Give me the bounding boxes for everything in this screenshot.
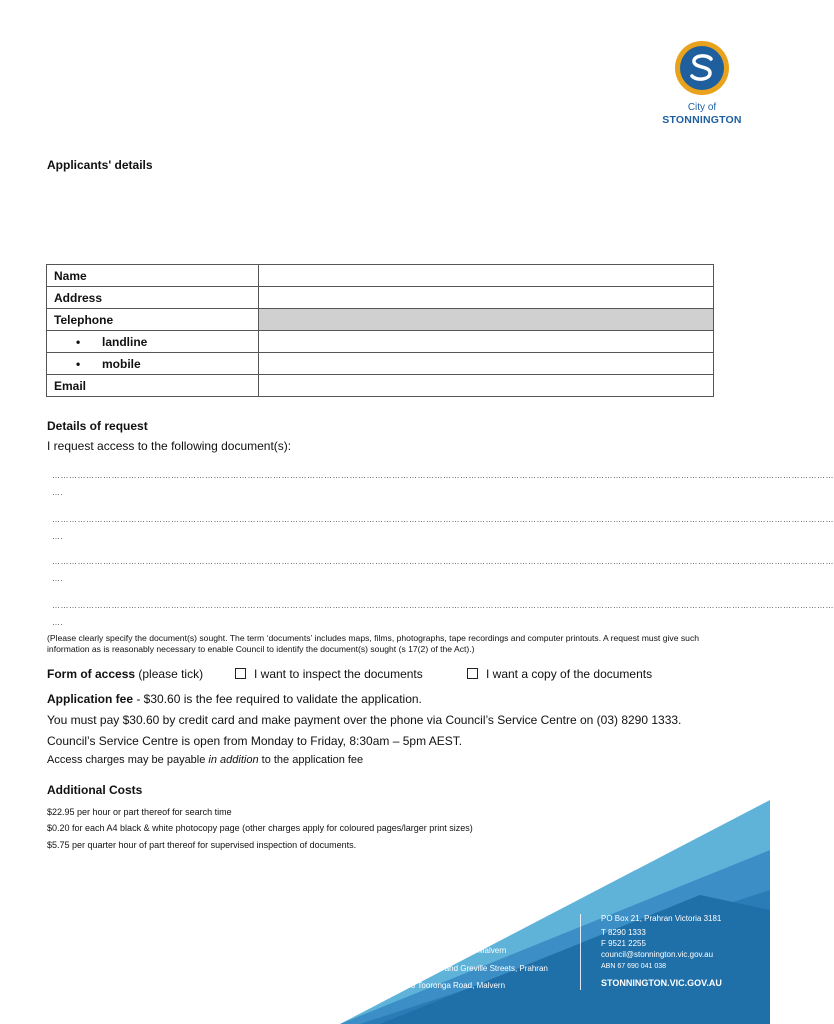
request-intro: I request access to the following document(s): <box>47 439 292 453</box>
inspect-label: I want to inspect the documents <box>254 667 423 681</box>
table-row <box>47 287 714 309</box>
table-row <box>47 309 714 331</box>
footer-contact: PO Box 21, Prahran Victoria 3181 <box>601 914 722 923</box>
footer-divider <box>580 914 581 990</box>
hours-text: Council’s Service Centre is open from Monday to Friday, 8:30am – 5pm AEST. <box>47 734 463 748</box>
document-line-2-tail: …. <box>52 532 64 541</box>
city-logo <box>656 40 748 127</box>
telephone-shaded-cell <box>259 309 714 331</box>
document-line-2[interactable]: …………………………………………………………………………………………………………………………………………………………………………………………………………………………………………………… <box>52 515 834 524</box>
document-line-4-tail: …. <box>52 618 64 627</box>
table-row <box>47 375 714 397</box>
form-access-label: Form of access <box>47 667 136 681</box>
address-label: Address <box>47 287 259 309</box>
request-note: (Please clearly specify the document(s) sought. The term ‘documents’ includes maps, films, photographs, tape recordings and computer printouts. A request must give such information as is reasonably necessary to enable Council to identify the document(s) sought (s 17(2) of the Act).) <box>47 633 700 654</box>
document-line-1[interactable]: …………………………………………………………………………………………………………………………………………………………………………………………………………………………………………………… <box>52 471 834 480</box>
copy-label: I want a copy of the documents <box>486 667 653 681</box>
applicants-table <box>46 264 714 397</box>
access-charges <box>47 754 363 766</box>
document-line-3-tail: …. <box>52 574 64 583</box>
mobile-field[interactable] <box>259 353 714 375</box>
footer-address: 293 Tooronga Road, Malvern <box>402 981 506 990</box>
table-row <box>47 353 714 375</box>
telephone-label: Telephone <box>47 309 259 331</box>
stonnington-s-icon <box>674 40 730 96</box>
fee-label: Application fee <box>47 692 134 706</box>
payment-text: You must pay $30.60 by credit card and make payment over the phone via Council’s Service Centre on (03) 8290 1333. <box>47 713 682 727</box>
address-field[interactable] <box>259 287 714 309</box>
charges-em: in addition <box>208 754 259 766</box>
email-label: Email <box>47 375 259 397</box>
email-field[interactable] <box>259 375 714 397</box>
document-line-3[interactable]: …………………………………………………………………………………………………………………………………………………………………………………………………………………………………………………… <box>52 557 834 566</box>
footer-title: Service Centres <box>402 912 488 926</box>
mobile-label-cell <box>47 353 259 375</box>
document-line-4[interactable]: …………………………………………………………………………………………………………………………………………………………………………………………………………………………………………………… <box>52 601 834 610</box>
landline-label-cell <box>47 331 259 353</box>
copy-option[interactable] <box>467 667 652 681</box>
application-fee <box>47 692 422 706</box>
charges-post: to the application fee <box>258 754 364 766</box>
footer-website[interactable]: STONNINGTON.VIC.GOV.AU <box>601 978 722 988</box>
footer-background <box>0 800 770 1024</box>
name-label: Name <box>47 265 259 287</box>
cost-item: $5.75 per quarter hour of part thereof for supervised inspection of documents. <box>47 840 357 850</box>
charges-pre: Access charges may be payable <box>47 754 209 766</box>
footer-contact: F 9521 2255 <box>601 939 646 948</box>
applicants-heading: Applicants' details <box>47 158 153 172</box>
name-field[interactable] <box>259 265 714 287</box>
cost-item: $22.95 per hour or part thereof for search time <box>47 807 232 817</box>
landline-field[interactable] <box>259 331 714 353</box>
costs-heading: Additional Costs <box>47 783 143 797</box>
request-heading: Details of request <box>47 419 148 433</box>
landline-label: landline <box>102 334 148 349</box>
footer-address: 311 Glenferrie Road, Malvern <box>402 946 507 955</box>
fee-text: - $30.60 is the fee required to validate the application. <box>133 692 422 706</box>
form-of-access <box>47 667 203 681</box>
footer-contact: ABN 67 690 041 038 <box>601 963 666 970</box>
table-row <box>47 331 714 353</box>
footer-contact: T 8290 1333 <box>601 928 646 937</box>
footer-contact[interactable]: council@stonnington.vic.gov.au <box>601 950 714 959</box>
bullet-icon: • <box>76 356 81 371</box>
mobile-label: mobile <box>102 356 141 371</box>
table-row <box>47 265 714 287</box>
cost-item: $0.20 for each A4 black & white photocopy page (other charges apply for coloured pages/larger print sizes) <box>47 823 473 833</box>
logo-city-text: City of <box>687 102 717 113</box>
bullet-icon: • <box>76 334 81 349</box>
document-line-1-tail: …. <box>52 488 64 497</box>
inspect-option[interactable] <box>235 667 423 681</box>
copy-checkbox[interactable] <box>467 668 478 679</box>
footer-address: Cnr Chapel and Greville Streets, Prahran <box>402 964 548 973</box>
form-access-hint: (please tick) <box>138 667 204 681</box>
inspect-checkbox[interactable] <box>235 668 246 679</box>
logo-name-text: STONNINGTON <box>662 114 742 126</box>
